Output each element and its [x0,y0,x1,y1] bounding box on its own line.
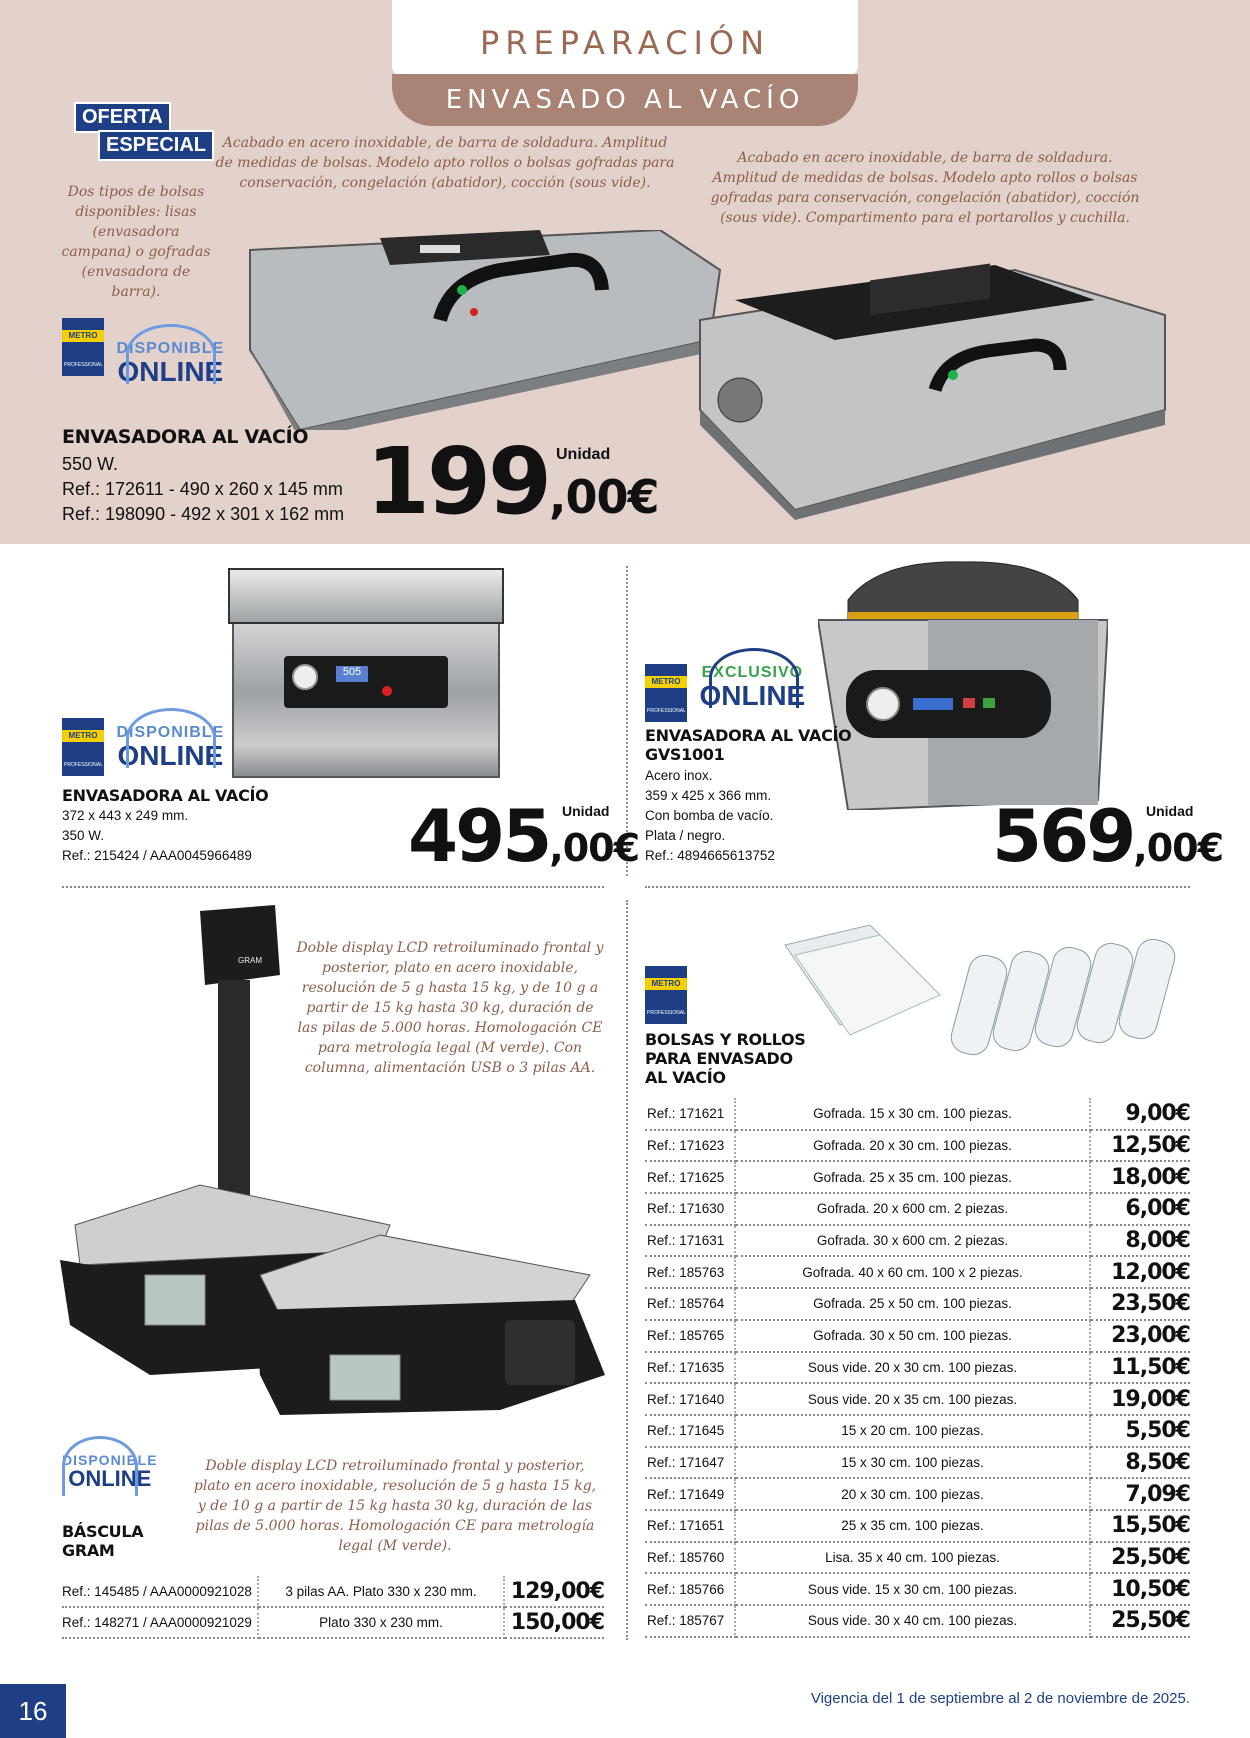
badge-main: ONLINE [699,680,806,711]
table-row [645,1288,1190,1320]
row-ref: Ref.: 145485 / AAA0000921028 [62,1576,258,1607]
row-desc: Gofrada. 20 x 30 cm. 100 piezas. [735,1130,1090,1162]
badge-top: DISPONIBLE [62,1452,158,1468]
row-ref: Ref.: 185765 [645,1320,735,1352]
gvs1001-image [818,560,1108,810]
disponible-online-badge[interactable] [116,724,224,770]
bolsas-title-line1: BOLSAS Y ROLLOS [645,1030,806,1049]
chamber-display: 505 [336,666,368,682]
table-row [645,1256,1190,1288]
hero-note-center: Acabado en acero inoxidable, de barra de soldadura. Amplitud de medidas de bolsas. Modelo apto rollos o bolsas gofradas para conservación, congelación (abatidor), cocción (sous vide). [215,135,675,191]
row-price: 8,50€ [1090,1447,1190,1479]
row-desc: Gofrada. 15 x 30 cm. 100 piezas. [735,1098,1090,1130]
row-desc: 15 x 30 cm. 100 piezas. [735,1447,1090,1479]
bascula-note-top: Doble display LCD retroiluminado frontal y posterior, plato en acero inoxidable, resolución de 5 g hasta 15 kg, y de 10 g a partir de 15 kg hasta 30 kg, duración de las pilas de 5.000 horas. Homologación CE para metrología legal (M verde). Con columna, alimentación USB o 3 pilas AA. [296,940,604,1076]
row-price: 11,50€ [1090,1352,1190,1384]
row-desc: Sous vide. 30 x 40 cm. 100 piezas. [735,1605,1090,1637]
bascula-title [62,1522,143,1560]
bascula-brand-label: GRAM [238,956,262,965]
table-row [645,1542,1190,1574]
product2-ref: Ref.: 215424 / AAA0045966489 [62,848,252,863]
row-price: 7,09€ [1090,1478,1190,1510]
table-row [645,1352,1190,1384]
row-desc: Gofrada. 30 x 600 cm. 2 piezas. [735,1225,1090,1257]
row-ref: Ref.: 171645 [645,1415,735,1447]
hero-note-left: Dos tipos de bolsas disponibles: lisas (envasadora campana) o gofradas (envasadora de barra). [61,184,211,300]
table-row [645,1225,1190,1257]
row-desc: Gofrada. 20 x 600 cm. 2 piezas. [735,1193,1090,1225]
table-row [62,1576,604,1607]
row-price: 9,00€ [1090,1098,1190,1130]
hero-note-right: Acabado en acero inoxidable, de barra de soldadura. Amplitud de medidas de bolsas. Modelo apto rollos o bolsas gofradas para conservación, congelación (abatidor), cocción (sous vide). Compartimento para el portarollos y cuchilla. [710,150,1140,226]
row-ref: Ref.: 171623 [645,1130,735,1162]
hero-specs [62,452,344,527]
subsection-tab [392,74,858,126]
row-divider-right [645,886,1190,888]
row-ref: Ref.: 171640 [645,1383,735,1415]
product3-color: Plata / negro. [645,828,726,843]
metro-logo: METRO PROFESSIONAL [645,966,687,1024]
row-ref: Ref.: 185760 [645,1542,735,1574]
bascula-price-table [62,1576,604,1639]
row-price: 12,00€ [1090,1256,1190,1288]
metro-logo: METRO PROFESSIONAL [645,664,687,722]
product3-badges [645,664,805,727]
row-price: 18,00€ [1090,1161,1190,1193]
hero-power: 550 W. [62,454,119,474]
metro-logo: METRO PROFESSIONAL [62,718,104,776]
bolsas-title-line2: PARA ENVASADO [645,1049,793,1068]
hero-unit: Unidad [556,446,611,463]
product3-title-line2: GVS1001 [645,745,725,764]
product3-dims: 359 x 425 x 366 mm. [645,788,772,803]
badge-main: ONLINE [117,740,224,771]
bascula-note-bottom: Doble display LCD retroiluminado frontal y posterior, plato en acero inoxidable, resolución de 5 g hasta 15 kg, y de 10 g a partir de 15 kg hasta 30 kg, duración de las pilas de 5.000 horas. Homologación CE para metrología legal (M verde). [193,1458,597,1554]
row-desc: 3 pilas AA. Plato 330 x 230 mm. [258,1576,504,1607]
oferta-line2: ESPECIAL [98,130,214,161]
product3-material: Acero inox. [645,768,713,783]
row-desc: 25 x 35 cm. 100 piezas. [735,1510,1090,1542]
product2-title: ENVASADORA AL VACÍO [62,786,269,805]
bolsas-title-line3: AL VACÍO [645,1068,726,1087]
table-row [645,1320,1190,1352]
hero-vacuum-sealer-image-2 [695,260,1175,520]
row-ref: Ref.: 171630 [645,1193,735,1225]
row-ref: Ref.: 171647 [645,1447,735,1479]
badge-main: ONLINE [68,1466,152,1491]
table-row [645,1130,1190,1162]
validity-text: Vigencia del 1 de septiembre al 2 de noviembre de 2025. [810,1690,1190,1707]
row-desc: Plato 330 x 230 mm. [258,1607,504,1638]
table-row [645,1478,1190,1510]
row-price: 25,50€ [1090,1542,1190,1574]
row-price: 12,50€ [1090,1130,1190,1162]
product3-specs [645,766,775,866]
table-row [645,1510,1190,1542]
hero-vacuum-sealer-image-1 [240,230,730,430]
badge-main: ONLINE [117,356,224,387]
table-row [645,1573,1190,1605]
badge-top: DISPONIBLE [116,724,225,741]
table-row [645,1193,1190,1225]
hero-product-title: ENVASADORA AL VACÍO [62,426,309,448]
disponible-online-badge[interactable] [116,340,224,386]
row-price: 15,50€ [1090,1510,1190,1542]
badge-top: DISPONIBLE [116,340,225,357]
product2-badges [62,718,224,781]
page-number: 16 [0,1684,66,1738]
row-price: 6,00€ [1090,1193,1190,1225]
metro-logo: METRO PROFESSIONAL [62,318,104,376]
table-row [645,1415,1190,1447]
row-ref: Ref.: 171621 [645,1098,735,1130]
product2-power: 350 W. [62,828,105,843]
oferta-line1: OFERTA [74,102,171,133]
row-ref: Ref.: 185764 [645,1288,735,1320]
table-row [645,1161,1190,1193]
table-row [62,1607,604,1638]
hero-price: 199,00€ [366,428,659,535]
row-ref: Ref.: 171649 [645,1478,735,1510]
bolsas-price-table [645,1098,1190,1638]
product3-pump: Con bomba de vacío. [645,808,774,823]
product2-price: 495,00€ [408,794,640,878]
table-row [645,1383,1190,1415]
table-row [645,1605,1190,1637]
row-ref: Ref.: 185763 [645,1256,735,1288]
bascula-badge-wrap [62,1452,158,1490]
row-desc: Gofrada. 40 x 60 cm. 100 x 2 piezas. [735,1256,1090,1288]
product3-title-line1: ENVASADORA AL VACÍO [645,726,852,745]
product3-title [645,726,852,764]
row-desc: Sous vide. 20 x 35 cm. 100 piezas. [735,1383,1090,1415]
row-desc: Gofrada. 25 x 35 cm. 100 piezas. [735,1161,1090,1193]
row-ref: Ref.: 185766 [645,1573,735,1605]
row-ref: Ref.: 171631 [645,1225,735,1257]
row-desc: Sous vide. 20 x 30 cm. 100 piezas. [735,1352,1090,1384]
row-ref: Ref.: 185767 [645,1605,735,1637]
row-price: 25,50€ [1090,1605,1190,1637]
product2-dims: 372 x 443 x 249 mm. [62,808,189,823]
row-ref: Ref.: 171635 [645,1352,735,1384]
product3-ref: Ref.: 4894665613752 [645,848,775,863]
section-tab [392,0,858,76]
bolsas-rollos-image [780,915,1180,1085]
bolsas-metro-wrap [645,966,687,1029]
row-desc: 15 x 20 cm. 100 piezas. [735,1415,1090,1447]
vacuum-chamber-image [232,568,500,778]
product3-unit: Unidad [1146,803,1194,819]
row-desc: Gofrada. 25 x 50 cm. 100 piezas. [735,1288,1090,1320]
row-price: 5,50€ [1090,1415,1190,1447]
row-desc: 20 x 30 cm. 100 piezas. [735,1478,1090,1510]
row-ref: Ref.: 171625 [645,1161,735,1193]
row-price: 19,00€ [1090,1383,1190,1415]
bascula-title-line1: BÁSCULA [62,1522,144,1541]
section-title: PREPARACIÓN [479,24,771,62]
bascula-title-line2: GRAM [62,1541,115,1560]
row-price: 23,00€ [1090,1320,1190,1352]
subsection-title: ENVASADO AL VACÍO [445,85,805,115]
row-divider-left [62,886,604,888]
table-row [645,1447,1190,1479]
row-price: 23,50€ [1090,1288,1190,1320]
row-desc: Lisa. 35 x 40 cm. 100 piezas. [735,1542,1090,1574]
row-ref: Ref.: 171651 [645,1510,735,1542]
row-price: 150,00€ [504,1607,604,1638]
product2-unit: Unidad [562,803,610,819]
row-ref: Ref.: 148271 / AAA0000921029 [62,1607,258,1638]
bolsas-title [645,1030,806,1087]
row-price: 129,00€ [504,1576,604,1607]
oferta-especial-badge [74,102,207,161]
row-desc: Sous vide. 15 x 30 cm. 100 piezas. [735,1573,1090,1605]
column-divider-bottom [626,900,628,1640]
product2-specs [62,806,252,866]
table-row [645,1098,1190,1130]
disponible-online-badge[interactable] [62,1452,158,1490]
hero-badges [62,318,224,386]
hero-ref2: Ref.: 198090 - 492 x 301 x 162 mm [62,504,345,524]
product3-price: 569,00€ [992,794,1224,878]
hero-ref1: Ref.: 172611 - 490 x 260 x 145 mm [62,479,343,499]
badge-top: EXCLUSIVO [701,664,804,681]
row-price: 8,00€ [1090,1225,1190,1257]
row-desc: Gofrada. 30 x 50 cm. 100 piezas. [735,1320,1090,1352]
exclusivo-online-badge[interactable] [699,664,805,710]
row-price: 10,50€ [1090,1573,1190,1605]
